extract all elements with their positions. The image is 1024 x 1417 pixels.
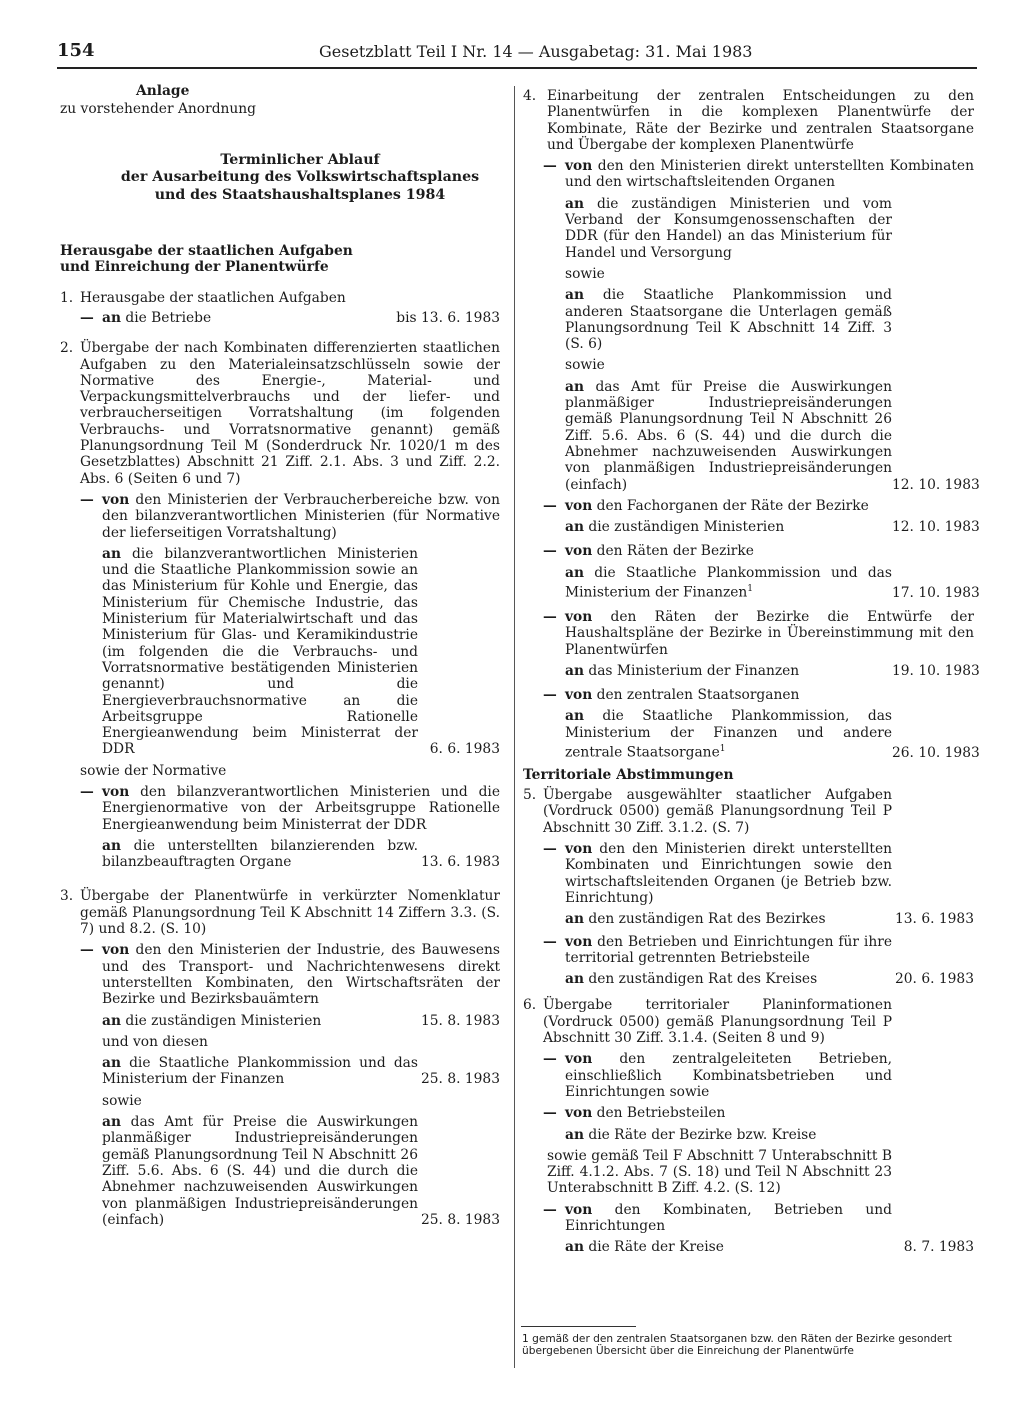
- item-number: 6.: [523, 997, 537, 1014]
- schedule-row: [523, 1127, 974, 1143]
- keyword: von: [565, 543, 593, 560]
- row-text: die Räte der Bezirke bzw. Kreise: [583, 1126, 817, 1143]
- footnote-rule: [521, 1326, 636, 1327]
- row-text: sowie gemäß Teil F Abschnitt 7 Unterabschnitt B Ziff. 4.1.2. Abs. 7 (S. 18) und Teil N Abschnitt 23 Unterabschnitt B Ziff. 4.2. (S. 12): [547, 1147, 892, 1197]
- schedule-row: — von den bilanzverantwortlichen Ministerien und die Energienormative von der Arbeitsgruppe Rationelle Energieanwendung beim Ministerrat der DDR: [80, 784, 500, 833]
- row-text: sowie: [565, 265, 605, 282]
- schedule-row: — von den Betrieben und Einrichtungen für ihre territorial getrennten Betriebsteile: [543, 933, 892, 966]
- schedule-row: [60, 1114, 500, 1228]
- row-text: und von diesen: [102, 1033, 208, 1050]
- row-text: den Betriebsteilen: [592, 1105, 726, 1122]
- schedule-row: [523, 287, 974, 352]
- row-text: die Staatliche Plankommission und das Ministerium der Finanzen: [565, 564, 892, 601]
- keyword: von: [565, 933, 593, 950]
- row-text: den zentralen Staatsorganen: [592, 687, 800, 704]
- deadline-date: 8. 7. 1983: [903, 1239, 974, 1256]
- row-text: die unterstellten bilanzierenden bzw. bilanzbeauftragten Organe: [102, 837, 418, 871]
- row-text: den zuständigen Rat des Kreises: [583, 971, 818, 988]
- keyword: von: [565, 497, 593, 514]
- keyword: an: [102, 545, 121, 562]
- deadline-date: 13. 6. 1983: [421, 854, 500, 871]
- row-text: die Staatliche Plankommission und anderen Staatsorgane die Unterlagen gemäß Planungsordnung Teil K Abschnitt 14 Ziff. 3 (S. 6): [565, 287, 892, 353]
- dash-marker: —: [80, 309, 94, 326]
- schedule-row: [523, 564, 980, 601]
- keyword: von: [565, 1051, 593, 1068]
- row-text: das Amt für Preise die Auswirkungen planmäßiger Industriepreisänderungen gemäß Planungsordnung Teil N Abschnitt 26 Ziff. 5.6. Abs. 6 (S. 44) und die durch die Abnehmer nachzuweisenden Auswirkungen von planmäßigen Industriepreisänderungen (einfach): [102, 1114, 418, 1228]
- schedule-row: [523, 378, 980, 493]
- keyword: an: [102, 1012, 121, 1029]
- row-text: die zuständigen Ministerien: [583, 519, 785, 536]
- schedule-row: — von den zentralgeleiteten Betrieben, einschließlich Kombinatsbetrieben und Einrichtungen sowie: [543, 1051, 892, 1100]
- schedule-row: — von den Ministerien der Verbraucherbereiche bzw. von den bilanzverantwortlichen Ministerien (für Normative der lieferseitigen Vorratshaltung): [80, 491, 500, 541]
- keyword: an: [102, 1055, 121, 1072]
- title-line-3: und des Staatshaushaltsplanes 1984: [154, 186, 446, 203]
- deadline-date: 15. 8. 1983: [421, 1012, 500, 1029]
- item-number: 5.: [523, 787, 537, 804]
- row-text: den den Ministerien direkt unterstellten Kombinaten und den wirtschaftsleitenden Organen: [565, 158, 974, 191]
- document-title: [60, 152, 500, 205]
- deadline-date: 19. 10. 1983: [892, 662, 980, 679]
- item-text: Übergabe territorialer Planinformationen (Vordruck 0500) gemäß Planungsordnung Teil P Abschnitt 30 Ziff. 3.1.4. (Seiten 8 und 9): [543, 997, 892, 1047]
- row-text: das Ministerium der Finanzen: [583, 662, 800, 679]
- schedule-row: [523, 662, 980, 679]
- item-text: Übergabe der nach Kombinaten differenzierten staatlichen Aufgaben zu den Materialeinsatzschlüsseln sowie der Normative des Energie-, Material- und Verpackungsmittelverbrauchs und der liefer- und verbraucherseitigen Vorratshaltung (im folgenden Verbrauchs- und Vorratsnormative genannt) gemäß Planungsordnung Teil M (Sonderdruck Nr. 1020/1 m des Gesetzblattes) Abschnitt 21 Ziff. 2.1. Abs. 3 und Ziff. 2.2. Abs. 6 (Seiten 6 und 7): [80, 340, 500, 487]
- page-number: 154: [57, 40, 95, 61]
- deadline-date: 20. 6. 1983: [895, 971, 974, 988]
- schedule-row: — von den zentralen Staatsorganen: [543, 687, 800, 704]
- list-item: [523, 88, 974, 153]
- left-column: [60, 83, 500, 1233]
- keyword: an: [102, 837, 121, 854]
- item-number: 4.: [523, 88, 537, 104]
- row-text: den Betrieben und Einrichtungen für ihre territorial getrennten Betriebsteile: [565, 933, 892, 966]
- item-number: 3.: [60, 888, 74, 905]
- section-heading: [60, 243, 500, 276]
- schedule-row: [523, 971, 974, 987]
- schedule-row: [60, 1055, 500, 1088]
- row-text: den zentralgeleiteten Betrieben, einschließlich Kombinatsbetrieben und Einrichtungen sowie: [565, 1051, 892, 1100]
- deadline-date: 12. 10. 1983: [892, 476, 980, 493]
- item-number: 1.: [60, 289, 74, 306]
- schedule-row: [523, 196, 974, 261]
- keyword: von: [565, 841, 593, 858]
- header-title: Gesetzblatt Teil I Nr. 14 — Ausgabetag: 31. Mai 1983: [319, 42, 753, 61]
- keyword: von: [565, 158, 593, 175]
- anlage-subtitle: zu vorstehender Anordnung: [60, 101, 257, 118]
- right-column: [523, 88, 980, 1261]
- anlage-heading: Anlage: [136, 83, 190, 99]
- section-heading: Territoriale Abstimmungen: [523, 766, 734, 783]
- keyword: von: [565, 687, 593, 704]
- keyword: an: [565, 519, 584, 536]
- footnote-marker: 1: [719, 743, 726, 754]
- schedule-row: — von den Fachorganen der Räte der Bezirke: [543, 497, 869, 514]
- row-text: die zuständigen Ministerien: [120, 1012, 322, 1029]
- schedule-row: [60, 838, 500, 871]
- row-text: die Räte der Kreise: [583, 1239, 724, 1256]
- list-item: [523, 787, 974, 836]
- keyword: von: [102, 784, 130, 800]
- deadline-date: 13. 6. 1983: [895, 911, 974, 928]
- schedule-row: [523, 911, 974, 927]
- item-text: Herausgabe der staatlichen Aufgaben: [80, 289, 346, 306]
- row-text: die bilanzverantwortlichen Ministerien und die Staatliche Plankommission sowie an das Ministerium für Kohle und Energie, das Ministerium für Chemische Industrie, das Ministerium für Materialwirtschaft und das Ministerium für Glas- und Keramikindustrie (im folgenden die die Verbrauchs- und Vorratsnormative bestätigenden Ministerien genannt) und die Energieverbrauchsnormative an die Arbeitsgruppe Rationelle Energieanwendung beim Ministerrat der DDR: [102, 545, 418, 758]
- section-line-2: und Einreichung der Planentwürfe: [60, 259, 329, 276]
- list-item: [523, 997, 974, 1046]
- keyword: an: [565, 195, 584, 212]
- title-line-1: Terminlicher Ablauf: [220, 151, 380, 168]
- row-text: den Fachorganen der Räte der Bezirke: [592, 497, 869, 514]
- keyword: an: [565, 564, 584, 581]
- section-line-1: Herausgabe der staatlichen Aufgaben: [60, 243, 353, 260]
- schedule-row: — von den den Ministerien direkt unterstellten Kombinaten und Einrichtungen sowie den wirtschaftsleitenden Organen (je Betrieb bzw. Einrichtung): [543, 841, 892, 906]
- keyword: an: [565, 287, 584, 304]
- schedule-row: [523, 1239, 974, 1255]
- footnote-marker: 1: [747, 584, 754, 595]
- item-text: Übergabe der Planentwürfe in verkürzter Nomenklatur gemäß Planungsordnung Teil K Abschnitt 14 Ziffern 3.3. (S. 7) und 8.2. (S. 10): [80, 888, 500, 938]
- deadline-date: 12. 10. 1983: [892, 519, 980, 536]
- row-text: den Kombinaten, Betrieben und Einrichtungen: [565, 1201, 892, 1234]
- schedule-row: [60, 546, 500, 758]
- row-text: die Staatliche Plankommission, das Ministerium der Finanzen und andere zentrale Staatsorgane: [565, 708, 892, 761]
- list-item: [60, 340, 500, 487]
- schedule-row: — von den Räten der Bezirke die Entwürfe der Haushaltspläne der Bezirke in Übereinstimmung mit den Planentwürfen: [543, 608, 974, 658]
- row-text: den Ministerien der Verbraucherbereiche bzw. von den bilanzverantwortlichen Ministerien (für Normative der lieferseitigen Vorratshaltung): [102, 491, 500, 541]
- keyword: an: [565, 911, 584, 928]
- keyword: an: [102, 1114, 121, 1131]
- row-text: den den Ministerien der Industrie, des Bauwesens und des Transport- und Nachrichtenwesens direkt unterstellten Kombinaten, den Wirtschaftsräten der Bezirke und Bezirksbauämtern: [102, 942, 500, 1008]
- keyword: an: [565, 1239, 584, 1256]
- keyword: von: [565, 1105, 593, 1122]
- row-text: sowie: [565, 357, 605, 374]
- row-text: das Amt für Preise die Auswirkungen planmäßiger Industriepreisänderungen gemäß Planungsordnung Teil N Abschnitt 26 Ziff. 5.6. Abs. 6 (S. 44) und die durch die Abnehmer nachzuweisenden Auswirkungen von planmäßigen Industriepreisänderungen (einfach): [565, 378, 892, 493]
- row-text: die zuständigen Ministerien und vom Verband der Konsumgenossenschaften der DDR (für den Handel) an das Ministerium für Handel und Versorgung: [565, 195, 892, 261]
- row-text: die Betriebe: [120, 309, 212, 326]
- keyword: an: [565, 1126, 584, 1143]
- keyword: von: [565, 1201, 593, 1218]
- keyword: an: [565, 378, 584, 395]
- row-text: die Staatliche Plankommission und das Ministerium der Finanzen: [102, 1055, 418, 1088]
- footnote: 1 gemäß der den zentralen Staatsorganen bzw. den Räten der Bezirke gesondert übergebenen Übersicht über die Einreichung der Planentwürfe: [522, 1333, 952, 1357]
- deadline-date: 25. 8. 1983: [421, 1211, 500, 1228]
- deadline-date: 25. 8. 1983: [421, 1071, 500, 1088]
- keyword: von: [565, 608, 593, 625]
- row-text: den Räten der Bezirke die Entwürfe der Haushaltspläne der Bezirke in Übereinstimmung mit den Planentwürfen: [565, 608, 974, 658]
- deadline-date: bis 13. 6. 1983: [396, 309, 500, 326]
- schedule-row: — von den den Ministerien der Industrie, des Bauwesens und des Transport- und Nachrichtenwesens direkt unterstellten Kombinaten, den Wirtschaftsräten der Bezirke und Bezirksbauämtern: [80, 942, 500, 1008]
- keyword: von: [102, 942, 130, 959]
- item-text: Einarbeitung der zentralen Entscheidungen zu den Planentwürfen in die komplexen Planentwürfe der Kombinate, Räte der Bezirke und zentralen Staatsorgane und Übergabe der komplexen Planentwürfe: [547, 88, 974, 153]
- deadline-date: 6. 6. 1983: [429, 741, 500, 758]
- keyword: von: [102, 491, 130, 508]
- row-text: sowie der Normative: [80, 762, 227, 779]
- deadline-date: 26. 10. 1983: [892, 744, 980, 761]
- row-text: den Räten der Bezirke: [592, 543, 754, 560]
- schedule-row: — von den Räten der Bezirke: [543, 543, 754, 560]
- schedule-row: — von den Betriebsteilen: [543, 1105, 726, 1122]
- row-text: den den Ministerien direkt unterstellten Kombinaten und Einrichtungen sowie den wirtschaftsleitenden Organen (je Betrieb bzw. Einrichtung): [565, 841, 892, 906]
- row-text: den zuständigen Rat des Bezirkes: [583, 911, 826, 928]
- keyword: an: [565, 708, 584, 725]
- deadline-date: 17. 10. 1983: [892, 584, 980, 601]
- item-number: 2.: [60, 340, 74, 357]
- schedule-row: — von den Kombinaten, Betrieben und Einrichtungen: [543, 1201, 892, 1234]
- list-item: [60, 888, 500, 937]
- schedule-row: — von den den Ministerien direkt unterstellten Kombinaten und den wirtschaftsleitenden Organen: [543, 158, 974, 191]
- schedule-row: [60, 310, 500, 326]
- row-text: sowie: [102, 1092, 142, 1109]
- keyword: an: [565, 662, 584, 679]
- schedule-row: [523, 708, 980, 761]
- keyword: an: [102, 309, 121, 326]
- schedule-row: [523, 519, 980, 536]
- column-divider: [514, 86, 515, 1368]
- keyword: an: [565, 971, 584, 988]
- row-text: den bilanzverantwortlichen Ministerien und die Energienormative von der Arbeitsgruppe Rationelle Energieanwendung beim Ministerrat der DDR: [102, 784, 500, 833]
- header-rule: [57, 67, 977, 69]
- list-item: [60, 290, 500, 306]
- page-header: [57, 40, 977, 66]
- schedule-row: [60, 1013, 500, 1029]
- title-line-2: der Ausarbeitung des Volkswirtschaftsplanes: [120, 169, 480, 186]
- item-text: Übergabe ausgewählter staatlicher Aufgaben (Vordruck 0500) gemäß Planungsordnung Teil P Abschnitt 30 Ziff. 3.1.2. (S. 7): [543, 787, 892, 836]
